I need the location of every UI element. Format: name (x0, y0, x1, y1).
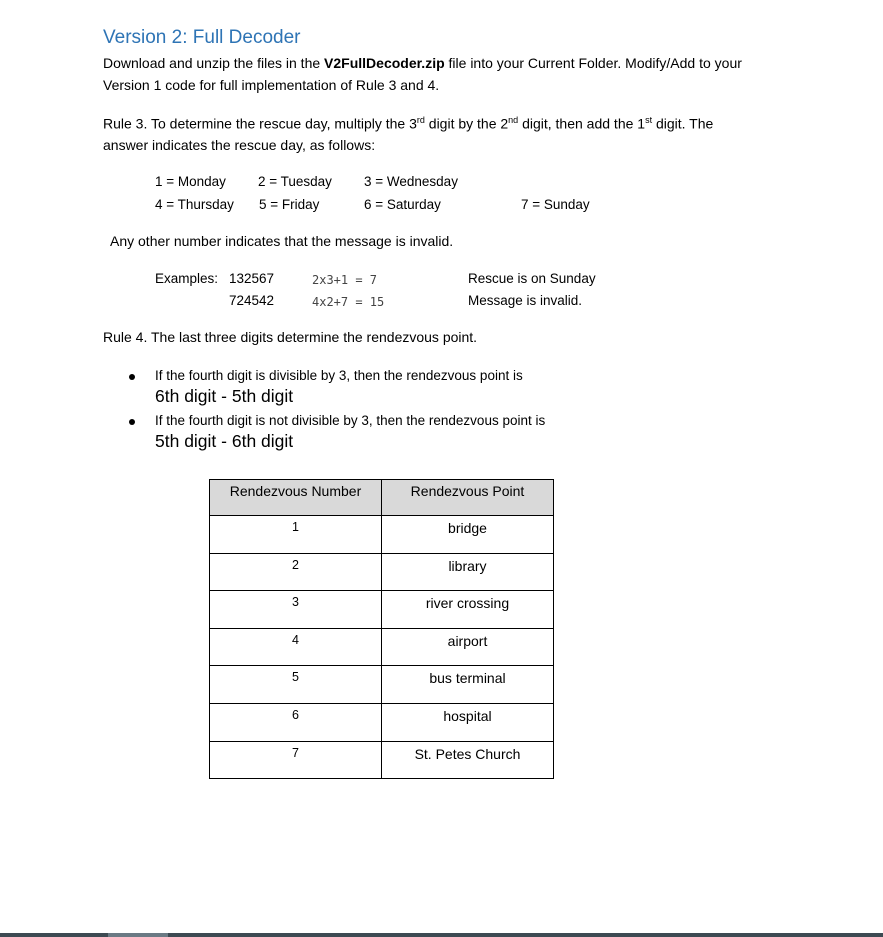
day-2: 2 = Tuesday (258, 174, 332, 189)
rule3-sup-3: st (645, 115, 653, 125)
intro-text-pre: Download and unzip the files in the (103, 55, 325, 71)
rendezvous-number: 2 (210, 553, 382, 591)
scrollbar-thumb[interactable] (108, 933, 168, 937)
day-1: 1 = Monday (155, 174, 226, 189)
column-header-point: Rendezvous Point (382, 480, 554, 516)
page-heading: Version 2: Full Decoder (103, 27, 301, 48)
invalid-note: Any other number indicates that the message is invalid. (110, 233, 454, 249)
rendezvous-number: 6 (210, 703, 382, 741)
rule4-intro: Rule 4. The last three digits determine the rendezvous point. (103, 329, 478, 345)
table-row (210, 703, 554, 741)
day-6: 6 = Saturday (364, 197, 441, 212)
day-4: 4 = Thursday (155, 197, 234, 212)
examples-label: Examples: (155, 271, 219, 286)
rule4-bullet-formula: 6th digit - 5th digit (155, 386, 294, 406)
rule3-text-4: digit. The (652, 115, 714, 132)
rule3-text-1: Rule 3. To determine the rescue day, multiply the 3 (103, 115, 417, 132)
rule3-line-2: answer indicates the rescue day, as follows: (103, 137, 376, 153)
rule3-sup-2: nd (508, 115, 519, 125)
day-3: 3 = Wednesday (364, 174, 458, 189)
table-row (210, 553, 554, 591)
example-calc: 4x2+7 = 15 (312, 295, 385, 309)
bullet-dot (129, 419, 135, 425)
example-result: Rescue is on Sunday (468, 271, 596, 286)
table-header-row (210, 480, 554, 516)
intro-line-1 (103, 55, 742, 71)
day-7: 7 = Sunday (521, 197, 590, 212)
rule3-text-3: digit, then add the 1 (518, 115, 646, 132)
bullet-dot (129, 374, 135, 380)
table-row (210, 591, 554, 629)
rule4-bullet-text: If the fourth digit is not divisible by 3, then the rendezvous point is (155, 413, 546, 428)
rendezvous-point: hospital (382, 703, 554, 741)
rendezvous-point: St. Petes Church (382, 741, 554, 779)
column-header-number: Rendezvous Number (210, 480, 382, 516)
rule3-line-1 (103, 115, 713, 132)
rendezvous-point: river crossing (382, 591, 554, 629)
intro-file-name: V2FullDecoder.zip (324, 55, 445, 71)
rule3-sup-1: rd (416, 115, 425, 125)
day-5: 5 = Friday (259, 197, 320, 212)
window-bottom-bar (0, 933, 883, 937)
table-row (210, 628, 554, 666)
rendezvous-point: airport (382, 628, 554, 666)
rendezvous-point: bus terminal (382, 666, 554, 704)
rendezvous-point: library (382, 553, 554, 591)
rendezvous-point: bridge (382, 516, 554, 554)
rule3-text-2: digit by the 2 (424, 115, 509, 132)
intro-text-post: file into your Current Folder. Modify/Add to your (444, 55, 742, 71)
rendezvous-number: 7 (210, 741, 382, 779)
rendezvous-number: 3 (210, 591, 382, 629)
rendezvous-number: 1 (210, 516, 382, 554)
rendezvous-number: 5 (210, 666, 382, 704)
rule4-bullet-formula: 5th digit - 6th digit (155, 431, 294, 451)
intro-line-2: Version 1 code for full implementation of Rule 3 and 4. (103, 77, 440, 93)
rule4-bullet-text: If the fourth digit is divisible by 3, then the rendezvous point is (155, 368, 523, 383)
rendezvous-table (209, 479, 554, 779)
example-calc: 2x3+1 = 7 (312, 273, 378, 287)
table-row (210, 741, 554, 779)
example-code: 132567 (229, 271, 275, 286)
rendezvous-number: 4 (210, 628, 382, 666)
table-row (210, 666, 554, 704)
example-result: Message is invalid. (468, 293, 583, 308)
example-code: 724542 (229, 293, 275, 308)
table-row (210, 516, 554, 554)
